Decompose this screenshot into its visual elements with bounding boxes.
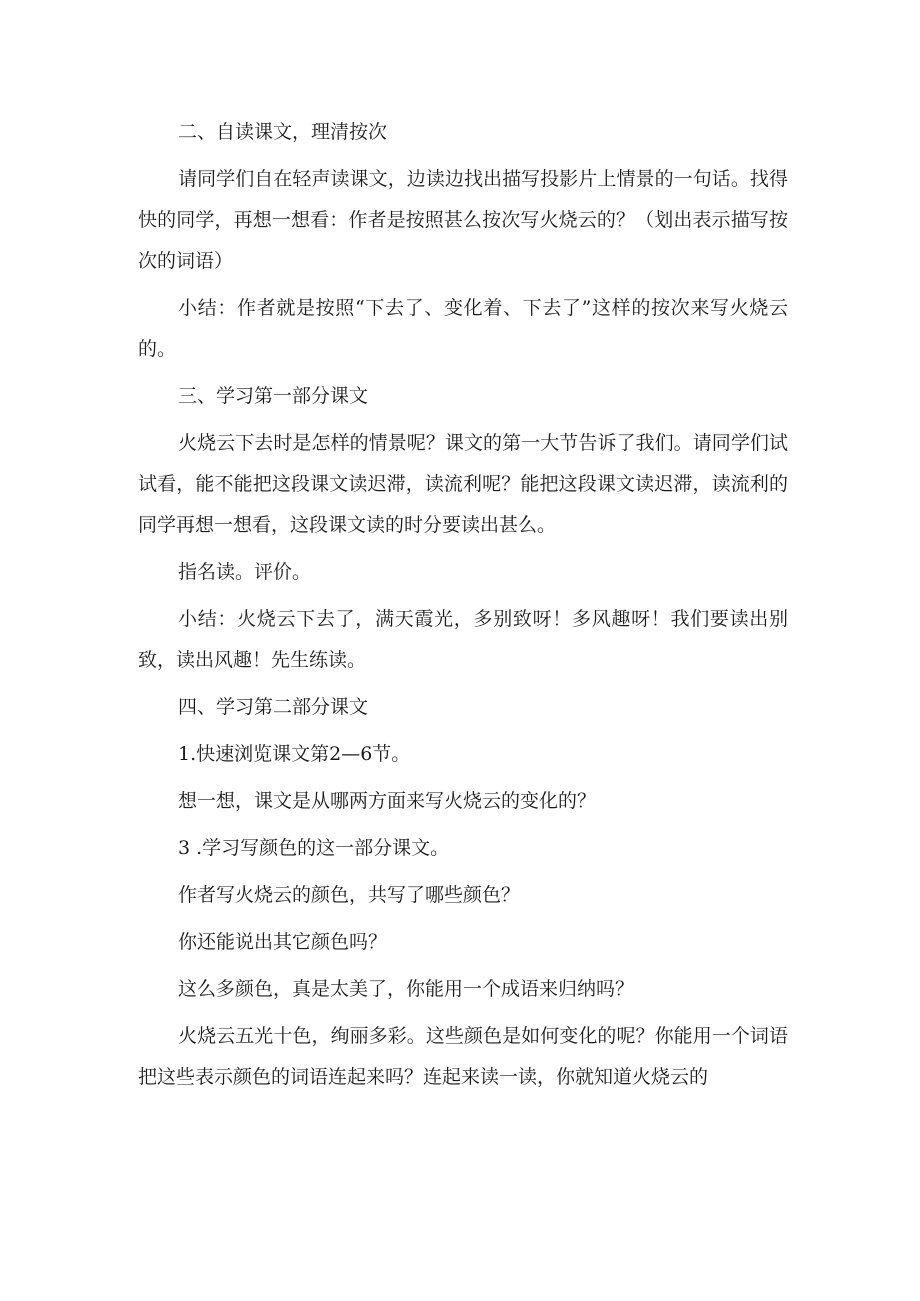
section-heading-4: 四、学习第二部分课文: [178, 696, 369, 718]
section-heading-3: 三、学习第一部分课文: [178, 385, 369, 407]
paragraph: 请同学们自在轻声读课文，边读边找出描写投影片上情景的一句话。找得快的同学，再想一想看：作者是按照甚么按次写火烧云的？（划出表示描写按次的词语）: [138, 168, 788, 272]
paragraph: 火烧云下去时是怎样的情景呢？课文的第一大节告诉了我们。请同学们试试看，能不能把这段课文读迟滞，读流利呢？能把这段课文读迟滞，读流利的同学再想一想看，这段课文读的时分要读出甚么。: [138, 432, 788, 536]
paragraph: 火烧云五光十色，绚丽多彩。这些颜色是如何变化的呢？你能用一个词语把这些表示颜色的词语连起来吗？连起来读一读，你就知道火烧云的: [138, 1025, 788, 1088]
list-item: 1.快速浏览课文第2—6节。: [178, 743, 411, 765]
paragraph: 想一想，课文是从哪两方面来写火烧云的变化的？: [178, 790, 597, 812]
paragraph-summary: 小结：作者就是按照“下去了、变化着、下去了”这样的按次来写火烧云的。: [138, 297, 788, 360]
paragraph: 指名读。评价。: [178, 561, 312, 583]
paragraph: 这么多颜色，真是太美了，你能用一个成语来归纳吗？: [178, 978, 635, 1000]
section-heading-2: 二、自读课文，理清按次: [178, 121, 388, 143]
document-body: [138, 112, 788, 1104]
paragraph-summary: 小结：火烧云下去了，满天霞光，多别致呀！多风趣呀！我们要读出别致，读出风趣！先生练读。: [138, 608, 788, 671]
list-item: 3 .学习写颜色的这一部分课文。: [178, 837, 450, 859]
paragraph: 作者写火烧云的颜色，共写了哪些颜色？: [178, 884, 521, 906]
paragraph: 你还能说出其它颜色吗？: [178, 931, 388, 953]
